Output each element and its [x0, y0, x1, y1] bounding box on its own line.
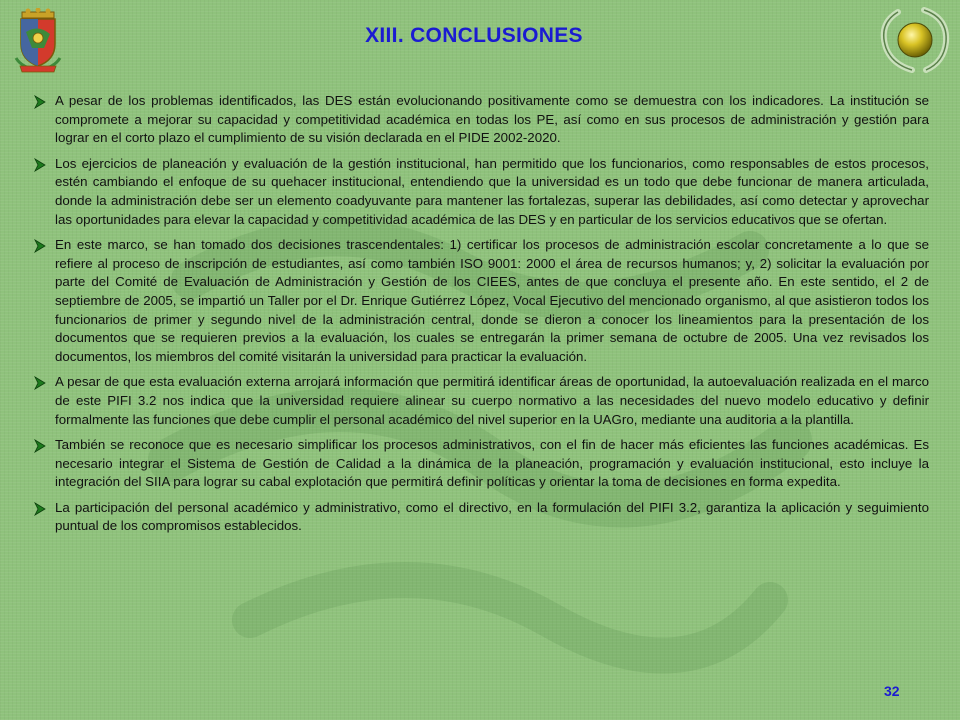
page-number: 32: [884, 683, 900, 699]
bullet-text: A pesar de que esta evaluación externa arrojará información que permitirá identificar áreas de oportunidad, la autoevaluación realizada en el marco de este PIFI 3.2 nos indica que la universidad requiere alinear su cuerpo normativo a las necesidades del nuevo modelo educativo y definir formalmente las funciones que debe cumplir el personal académico del nivel superior en la UAGro, mediante una auditoria a la plantilla.: [55, 374, 929, 427]
list-item: [55, 92, 929, 148]
bullet-text: También se reconoce que es necesario simplificar los procesos administrativos, con el fin de hacer más eficientes las funciones académicas. Es necesario integrar el Sistema de Gestión de Calidad a la dinámica de la planeación, programación y evaluación institucional, esto incluye la integración del SIIA para lograr su cabal explotación que permitirá definir políticas y orientar la toma de decisiones en forma expedita.: [55, 437, 929, 490]
list-item: [55, 373, 929, 429]
list-item: [55, 436, 929, 492]
list-item: [55, 499, 929, 536]
bullet-text: Los ejercicios de planeación y evaluación de la gestión institucional, han permitido que los funcionarios, como responsables de estos procesos, estén cambiando el enfoque de su quehacer institucional, entendiendo que la universidad es un todo que debe funcionar de manera articulada, donde la administración debe ser un elemento coadyuvante para mantener las fortalezas, superar las debilidades, así como detectar y aprovechar las oportunidades para elevar la capacidad y competitividad académica de las DES y en particular de los servicios educativos que se ofertan.: [55, 155, 929, 227]
arrow-bullet-icon: [33, 158, 47, 172]
arrow-bullet-icon: [33, 376, 47, 390]
bullet-text: A pesar de los problemas identificados, las DES están evolucionando positivamente como se demuestra con los indicadores. La institución se compromete a mejorar su capacidad y competitividad académica en todas los PE, así como en sus procesos de administración y gestión para lograr en el corto plazo el cumplimiento de su visión declarada en el PIDE 2002-2020.: [55, 93, 929, 146]
conclusions-list: [55, 92, 929, 543]
list-item: [55, 155, 929, 229]
arrow-bullet-icon: [33, 95, 47, 109]
bullet-text: En este marco, se han tomado dos decisiones trascendentales: 1) certificar los procesos de administración escolar concretamente a lo que se refiere al proceso de inscripción de estudiantes, así como también ISO 9001: 2000 el área de recursos humanos; y, 2) solicitar la evaluación por parte del Comité de Evaluación de Administración y Gestión de los CIEES, antes de que concluya el presente año. En este sentido, el 2 de septiembre de 2005, se impartió un Taller por el Dr. Enrique Gutiérrez López, Vocal Ejecutivo del mencionado organismo, al que asistieron todos los funcionarios de primer y segundo nivel de la administración central, donde se dieron a conocer los lineamientos para la presentación de los documentos que se requieren previos a la evaluación, los cuales se entregarán la primer semana de octubre de 2005. Una vez revisados los documentos, los miembros del comité visitarán la universidad para practicar la evaluación.: [55, 237, 929, 364]
arrow-bullet-icon: [33, 239, 47, 253]
arrow-bullet-icon: [33, 439, 47, 453]
bullet-text: La participación del personal académico y administrativo, como el directivo, en la formulación del PIFI 3.2, garantiza la aplicación y seguimiento puntual de los compromisos establecidos.: [55, 499, 929, 534]
list-item: [55, 236, 929, 366]
slide-title: XIII. CONCLUSIONES: [365, 24, 583, 47]
arrow-bullet-icon: [33, 502, 47, 516]
